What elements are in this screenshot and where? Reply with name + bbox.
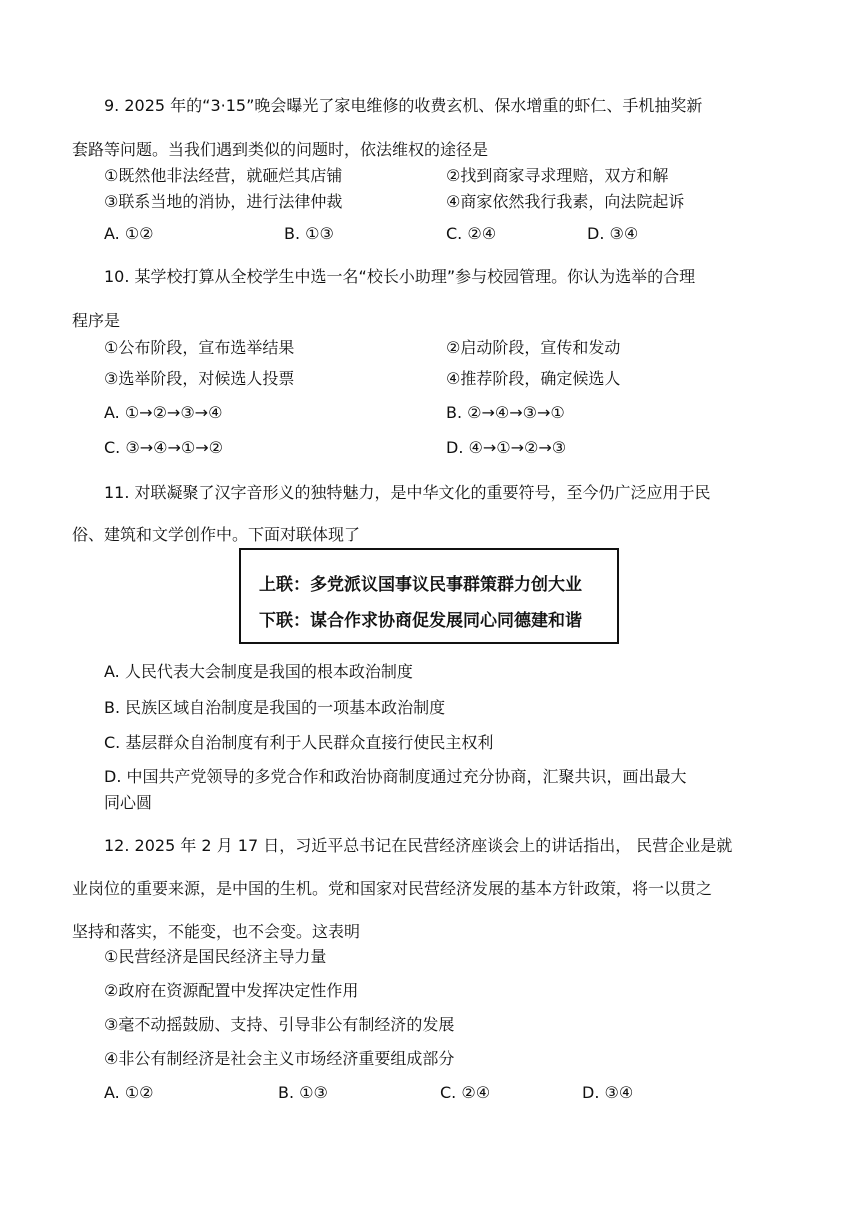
- q12-option-b: B. ①③: [278, 1083, 328, 1102]
- q9-statement-1: ①既然他非法经营，就砸烂其店铺: [104, 166, 343, 185]
- q10-statement-1: ①公布阶段，宣布选举结果: [104, 338, 295, 357]
- q9-option-c: C. ②④: [446, 224, 497, 243]
- q9-statement-3: ③联系当地的消协，进行法律仲裁: [104, 192, 343, 211]
- q11-option-d-line1: D. 中国共产党领导的多党合作和政治协商制度通过充分协商，汇聚共识，画出最大: [104, 767, 687, 786]
- q9-option-a: A. ①②: [104, 224, 154, 243]
- q11-option-b: B. 民族区域自治制度是我国的一项基本政治制度: [104, 698, 446, 717]
- q12-statement-2: ②政府在资源配置中发挥决定性作用: [104, 981, 359, 1000]
- q9-option-b: B. ①③: [284, 224, 334, 243]
- q12-stem-line1: 12. 2025 年 2 月 17 日，习近平总书记在民营经济座谈会上的讲话指出， 民营企业是就: [104, 836, 733, 855]
- q12-stem-line2: 业岗位的重要来源，是中国的生机。党和国家对民营经济发展的基本方针政策，将一以贯之: [72, 879, 713, 898]
- q11-option-c: C. 基层群众自治制度有利于人民群众直接行使民主权利: [104, 733, 494, 752]
- q10-statement-2: ②启动阶段，宣传和发动: [446, 338, 621, 357]
- couplet-box: [239, 548, 619, 644]
- q10-option-b: B. ②→④→③→①: [446, 403, 565, 422]
- q10-statement-4: ④推荐阶段，确定候选人: [446, 369, 621, 388]
- q9-stem-line2: 套路等问题。当我们遇到类似的问题时，依法维权的途径是: [72, 140, 489, 159]
- q10-statement-3: ③选举阶段，对候选人投票: [104, 369, 295, 388]
- q10-stem-line1: 10. 某学校打算从全校学生中选一名“校长小助理”参与校园管理。你认为选举的合理: [104, 267, 696, 286]
- q11-stem-line2: 俗、建筑和文学创作中。下面对联体现了: [72, 525, 361, 544]
- q9-statement-4: ④商家依然我行我素，向法院起诉: [446, 192, 685, 211]
- q9-option-d: D. ③④: [587, 224, 639, 243]
- q12-stem-line3: 坚持和落实，不能变，也不会变。这表明: [72, 922, 361, 941]
- q11-stem-line1: 11. 对联凝聚了汉字音形义的独特魅力，是中华文化的重要符号，至今仍广泛应用于民: [104, 483, 711, 502]
- q9-statement-2: ②找到商家寻求理赔，双方和解: [446, 166, 669, 185]
- q11-option-a: A. 人民代表大会制度是我国的根本政治制度: [104, 662, 413, 681]
- q10-option-d: D. ④→①→②→③: [446, 438, 567, 457]
- q10-option-a: A. ①→②→③→④: [104, 403, 223, 422]
- couplet-lower-line: 下联：谋合作求协商促发展同心同德建和谐: [259, 611, 582, 631]
- q10-stem-line2: 程序是: [72, 311, 121, 330]
- q12-statement-3: ③毫不动摇鼓励、支持、引导非公有制经济的发展: [104, 1015, 455, 1034]
- q12-statement-1: ①民营经济是国民经济主导力量: [104, 947, 327, 966]
- q10-option-c: C. ③→④→①→②: [104, 438, 223, 457]
- q12-statement-4: ④非公有制经济是社会主义市场经济重要组成部分: [104, 1049, 455, 1068]
- q9-stem-line1: 9. 2025 年的“3·15”晚会曝光了家电维修的收费玄机、保水增重的虾仁、手机抽奖新: [104, 96, 703, 115]
- q12-option-d: D. ③④: [582, 1083, 634, 1102]
- couplet-upper-line: 上联：多党派议国事议民事群策群力创大业: [259, 575, 582, 595]
- q12-option-c: C. ②④: [440, 1083, 491, 1102]
- q12-option-a: A. ①②: [104, 1083, 154, 1102]
- q11-option-d-line2: 同心圆: [104, 793, 153, 812]
